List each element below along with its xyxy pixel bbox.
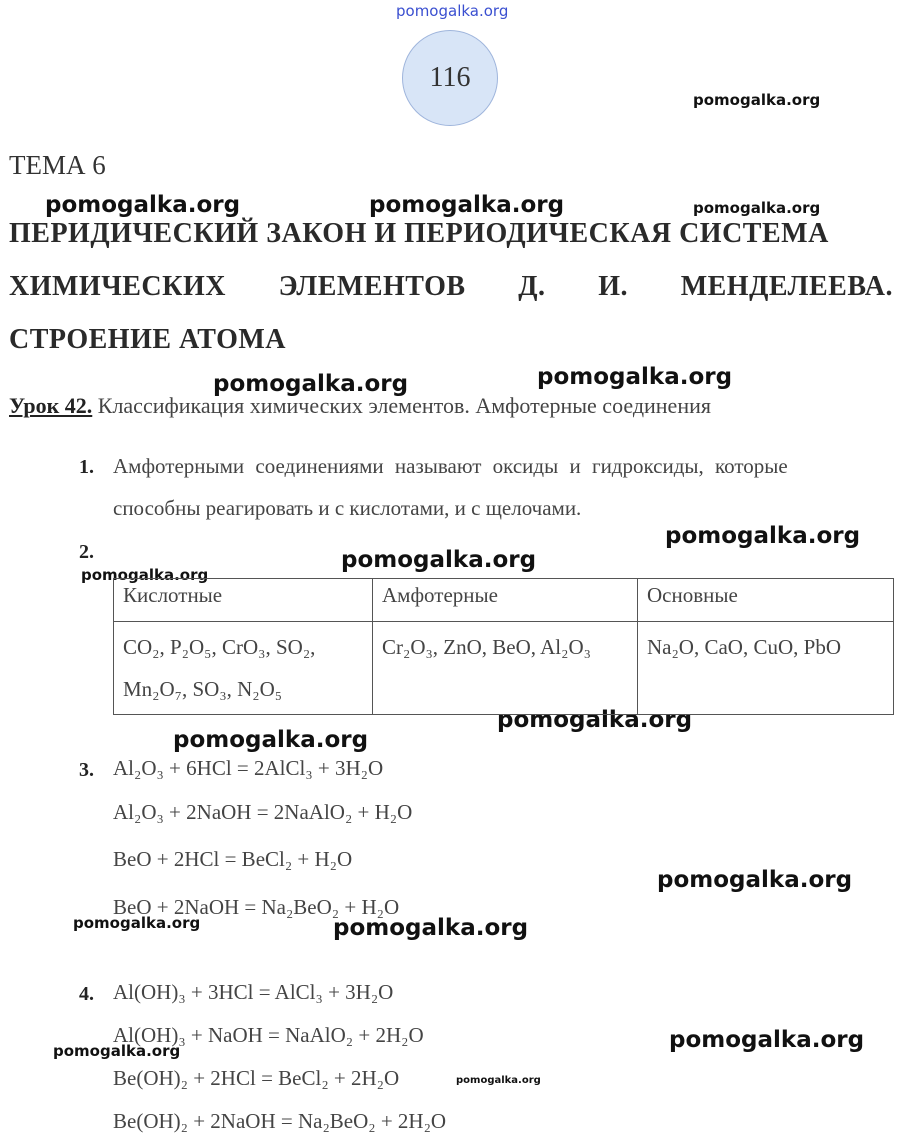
watermark: pomogalka.org [173, 727, 369, 753]
cell-basic [638, 622, 894, 715]
lesson-heading [9, 393, 711, 419]
title-word: ЭЛЕМЕНТОВ [278, 271, 466, 302]
topic-label: ТЕМА 6 [9, 150, 106, 180]
watermark: pomogalka.org [693, 91, 821, 109]
lesson-title: Классификация химических элементов. Амфотерные соединения [97, 393, 711, 418]
watermark: pomogalka.org [657, 867, 853, 893]
cell-line: Mn₂O₇, SO₃, N₂O₅ [123, 677, 283, 701]
title-word: И. [598, 271, 628, 302]
watermark: pomogalka.org [456, 1075, 541, 1086]
item-number: 3. [79, 759, 94, 781]
watermark: pomogalka.org [537, 364, 733, 390]
watermark: pomogalka.org [693, 199, 821, 217]
table-header-row [114, 579, 894, 622]
header-basic: Основные [638, 579, 894, 622]
watermark: pomogalka.org [53, 1042, 181, 1060]
cell-acidic [114, 622, 373, 715]
classification-table [113, 578, 894, 715]
header-acidic: Кислотные [114, 579, 373, 622]
equation: BeO + 2HCl = BeCl₂ + H₂O [113, 847, 353, 871]
cell-line: Cr₂O₃, ZnO, BeO, Al₂O₃ [382, 635, 591, 659]
equation: Be(OH)₂ + 2HCl = BeCl₂ + 2H₂O [113, 1066, 400, 1090]
item-number: 2. [79, 541, 94, 563]
watermark: pomogalka.org [81, 566, 209, 584]
title-word: ХИМИЧЕСКИХ [9, 271, 226, 302]
watermark: pomogalka.org [396, 2, 509, 20]
watermark: pomogalka.org [45, 192, 241, 218]
item-number: 4. [79, 983, 94, 1005]
lesson-number: Урок 42. [9, 393, 93, 418]
watermark: pomogalka.org [669, 1027, 865, 1053]
equation: Al₂O₃ + 6HCl = 2AlCl₃ + 3H₂O [113, 756, 384, 780]
cell-line: CO₂, P₂O₅, CrO₃, SO₂, [123, 635, 316, 659]
cell-line: Na₂O, CaO, CuO, PbO [647, 635, 841, 659]
equation: Al₂O₃ + 2NaOH = 2NaAlO₂ + H₂O [113, 800, 413, 824]
page-number-badge [402, 30, 498, 126]
item-1-line-1 [113, 454, 893, 479]
table-row [114, 622, 894, 715]
title-line-3: СТРОЕНИЕ АТОМА [9, 324, 287, 355]
equation: BeO + 2NaOH = Na₂BeO₂ + H₂O [113, 895, 400, 919]
title-line-1: ПЕРИДИЧЕСКИЙ ЗАКОН И ПЕРИОДИЧЕСКАЯ СИСТЕМА [9, 218, 829, 249]
watermark: pomogalka.org [73, 914, 201, 932]
watermark: pomogalka.org [341, 547, 537, 573]
cell-amphoteric [373, 622, 638, 715]
title-line-2 [9, 271, 893, 303]
item-number: 1. [79, 456, 94, 478]
equation: Be(OH)₂ + 2NaOH = Na₂BeO₂ + 2H₂O [113, 1109, 447, 1133]
watermark: pomogalka.org [333, 915, 529, 941]
title-word: Д. [518, 271, 546, 302]
watermark: pomogalka.org [213, 371, 409, 397]
equation: Al(OH)₃ + 3HCl = AlCl₃ + 3H₂O [113, 980, 394, 1004]
item-1-text: Амфотерными соединениями называют оксиды и гидроксиды, которые [113, 454, 788, 478]
page-number: 116 [429, 62, 471, 93]
item-1-line-2: способны реагировать и с кислотами, и с щелочами. [113, 496, 582, 520]
equation: Al(OH)₃ + NaOH = NaAlO₂ + 2H₂O [113, 1023, 424, 1047]
watermark: pomogalka.org [497, 707, 693, 733]
header-amphoteric: Амфотерные [373, 579, 638, 622]
title-word: МЕНДЕЛЕЕВА. [680, 271, 893, 302]
watermark: pomogalka.org [369, 192, 565, 218]
watermark: pomogalka.org [665, 523, 861, 549]
